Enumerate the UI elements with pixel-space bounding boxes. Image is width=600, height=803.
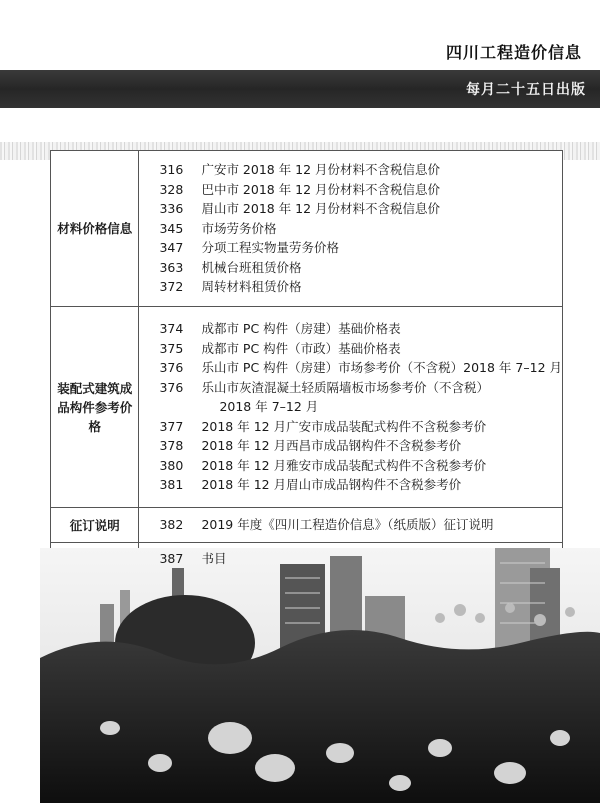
entry-title: 市场劳务价格 <box>201 220 277 236</box>
header-band <box>0 70 600 108</box>
toc-entry <box>139 436 562 456</box>
toc-entry <box>139 258 562 278</box>
entry-page: 387 <box>159 551 184 567</box>
toc-entry <box>139 456 562 476</box>
entry-title: 2018 年 12 月雅安市成品装配式构件不含税参考价 <box>201 457 487 473</box>
section-entries <box>139 508 563 543</box>
toc-entry <box>139 238 562 258</box>
entry-title: 巴中市 2018 年 12 月份材料不含税信息价 <box>201 181 441 197</box>
entry-title: 周转材料租赁价格 <box>201 279 302 295</box>
entry-title: 成都市 PC 构件（房建）基础价格表 <box>201 321 401 337</box>
entry-page: 382 <box>159 517 184 533</box>
entry-page: 372 <box>159 279 184 295</box>
toc-entry <box>139 277 562 297</box>
entry-page: 336 <box>159 201 184 217</box>
entry-page: 381 <box>159 477 184 493</box>
section-entries <box>139 307 563 508</box>
toc-entry <box>139 219 562 239</box>
entry-page: 376 <box>159 379 184 395</box>
entry-page: 378 <box>159 438 184 454</box>
entry-title: 2018 年 12 月眉山市成品钢构件不含税参考价 <box>201 477 462 493</box>
toc-entry <box>139 319 562 339</box>
entry-page: 377 <box>159 418 184 434</box>
toc-entry <box>139 160 562 180</box>
entry-title: 2019 年度《四川工程造价信息》（纸质版）征订说明 <box>201 517 494 533</box>
entry-title: 2018 年 12 月广安市成品装配式构件不含税参考价 <box>201 418 487 434</box>
toc-entry <box>139 339 562 359</box>
toc-entry <box>139 475 562 495</box>
entry-page: 363 <box>159 259 184 275</box>
entry-title: 眉山市 2018 年 12 月份材料不含税信息价 <box>201 201 441 217</box>
cityscape-flower-illustration <box>40 548 600 803</box>
entry-title: 成都市 PC 构件（市政）基础价格表 <box>201 340 401 356</box>
entry-page: 374 <box>159 321 184 337</box>
toc-entry <box>139 417 562 437</box>
journal-title: 四川工程造价信息 <box>445 43 582 62</box>
section-entries <box>139 151 563 307</box>
entry-title: 乐山市 PC 构件（房建）市场参考价（不含税）2018 年 7–12 月 <box>201 360 562 376</box>
table-of-contents <box>50 150 563 576</box>
entry-page: 347 <box>159 240 184 256</box>
entry-title: 广安市 2018 年 12 月份材料不含税信息价 <box>201 162 441 178</box>
entry-page <box>159 397 201 417</box>
entry-page: 375 <box>159 340 184 356</box>
cityscape-flower-photo <box>40 548 600 803</box>
toc-entry <box>139 199 562 219</box>
publication-tagline: 每月二十五日出版 <box>466 82 586 98</box>
entry-title: 2018 年 12 月西昌市成品钢构件不含税参考价 <box>201 438 462 454</box>
entry-title: 机械台班租赁价格 <box>201 259 302 275</box>
entry-page: 380 <box>159 457 184 473</box>
entry-page: 376 <box>159 360 184 376</box>
section-title: 征订说明 <box>51 508 139 543</box>
entry-title: 分项工程实物量劳务价格 <box>201 240 339 256</box>
entry-page: 316 <box>159 162 184 178</box>
toc-entry <box>139 515 562 535</box>
toc-entry <box>139 358 562 378</box>
entry-title: 2018 年 7–12 月 <box>219 399 319 415</box>
entry-title: 书目 <box>201 551 227 567</box>
toc-entry-continuation <box>139 397 562 417</box>
toc-section-materials <box>51 151 563 307</box>
toc-section-subscription <box>51 508 563 543</box>
entry-title: 乐山市灰渣混凝土轻质隔墙板市场参考价（不含税） <box>201 379 489 395</box>
entry-page: 345 <box>159 220 184 236</box>
section-title: 材料价格信息 <box>51 151 139 307</box>
toc-entry <box>139 549 562 569</box>
toc-section-prefab <box>51 307 563 508</box>
toc-entry <box>139 180 562 200</box>
toc-entry <box>139 378 562 398</box>
section-title: 装配式建筑成品构件参考价格 <box>51 307 139 508</box>
entry-page: 328 <box>159 181 184 197</box>
